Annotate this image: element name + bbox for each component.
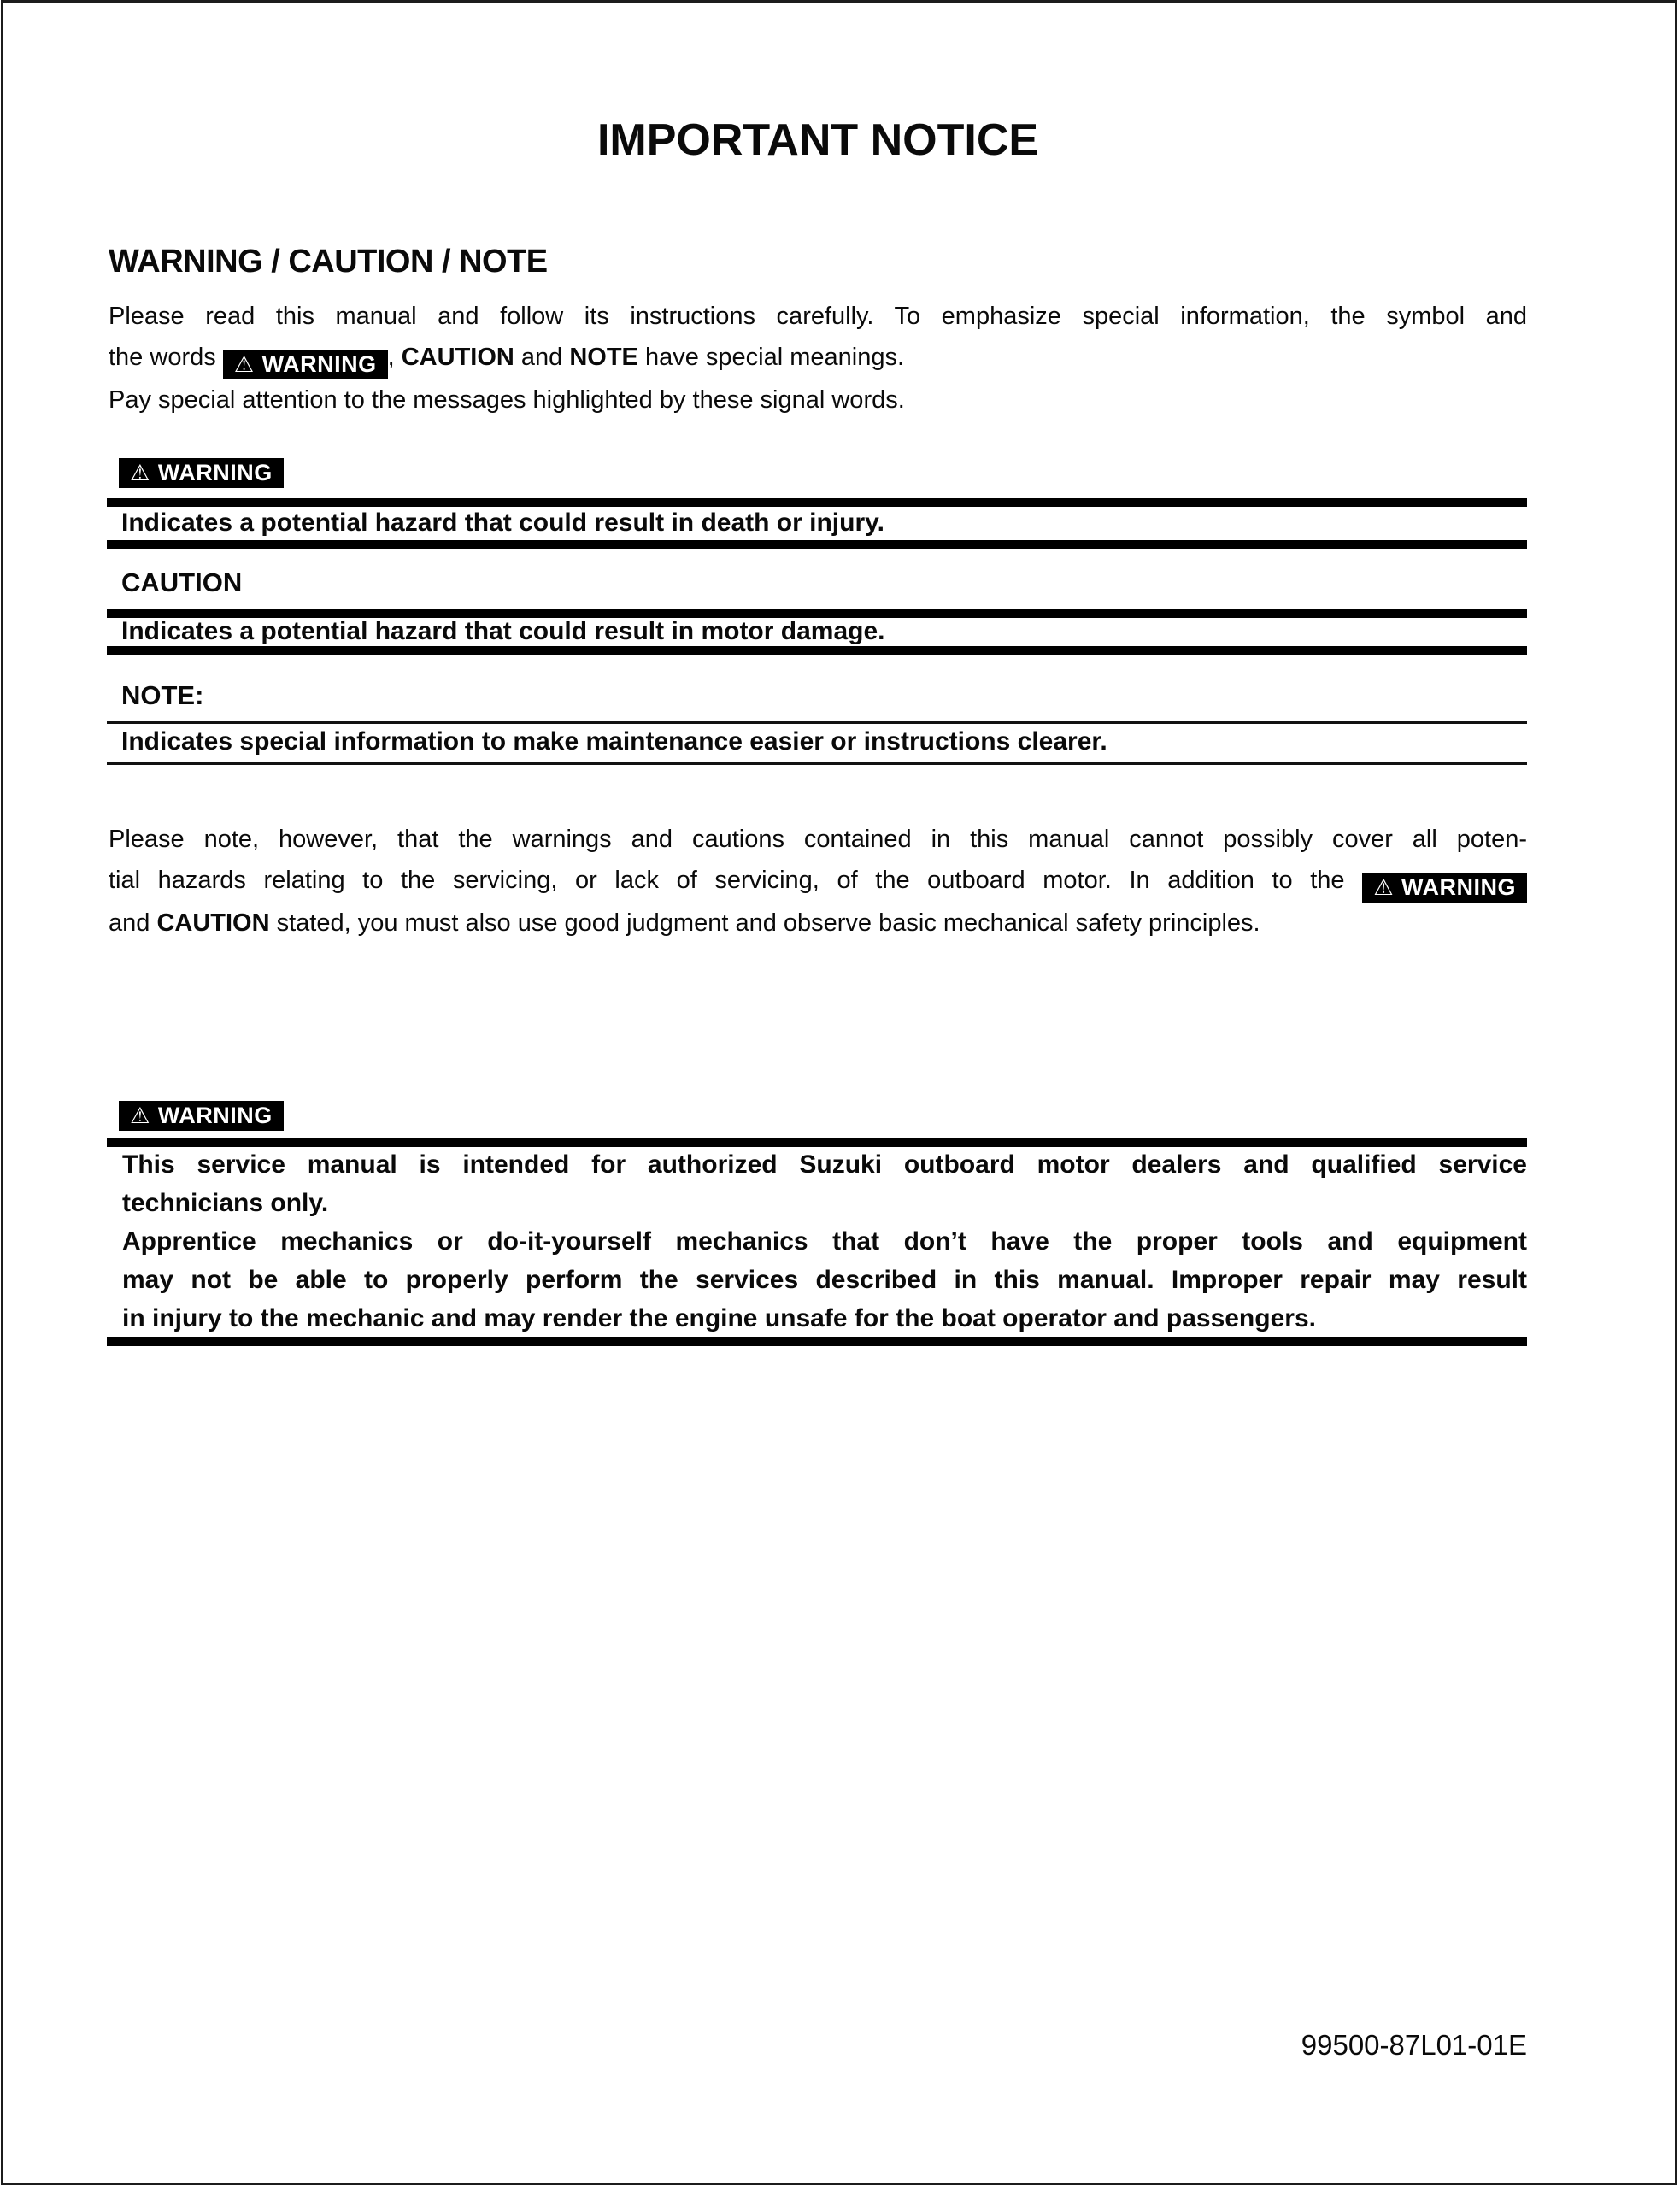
body-line-3-post: stated, you must also use good judgment and observe basic mechanical safety principles. xyxy=(269,909,1260,937)
warning-badge-label: WARNING xyxy=(261,351,377,377)
warning-box-line-2: technicians only. xyxy=(122,1189,329,1217)
body-paragraph xyxy=(109,819,1527,944)
note-rule-text: Indicates special information to make maintenance easier or instructions clearer. xyxy=(121,727,1107,756)
warning-box-line-1: This service manual is intended for authorized Suzuki outboard motor dealers and qualified service xyxy=(122,1150,1527,1179)
intro-note-word: NOTE xyxy=(569,344,638,371)
warning-badge-label: WARNING xyxy=(157,460,273,485)
body-line-2-pre: tial hazards relating to the servicing, or lack of servicing, of the outboard motor. In addition to the xyxy=(109,867,1363,894)
rule-line xyxy=(107,762,1527,765)
warning-box-line-4: may not be able to properly perform the services described in this manual. Improper repair may result xyxy=(122,1266,1527,1294)
warning-triangle-icon: ⚠ xyxy=(130,1103,150,1128)
intro-line-2-comma: , xyxy=(387,344,402,371)
body-line-2 xyxy=(109,860,1527,903)
body-caution-word: CAUTION xyxy=(156,909,270,937)
rule-bar xyxy=(107,646,1527,655)
rule-line xyxy=(107,721,1527,724)
rule-bar xyxy=(107,498,1527,507)
warning-badge-inline xyxy=(223,350,388,379)
caution-heading: CAUTION xyxy=(121,568,243,597)
intro-line-3: Pay special attention to the messages highlighted by these signal words. xyxy=(109,386,905,414)
intro-line-2-and: and xyxy=(514,344,570,371)
intro-caution-word: CAUTION xyxy=(401,344,514,371)
intro-line-2 xyxy=(109,337,1527,379)
warning-badge-inline xyxy=(1362,873,1527,903)
warning-box-line-3: Apprentice mechanics or do-it-yourself mechanics that don’t have the proper tools and equipment xyxy=(122,1227,1527,1256)
caution-rule-text: Indicates a potential hazard that could result in motor damage. xyxy=(121,617,885,645)
section-heading: WARNING / CAUTION / NOTE xyxy=(109,244,548,279)
body-line-3-pre: and xyxy=(109,909,157,937)
warning-triangle-icon: ⚠ xyxy=(1373,874,1394,900)
rule-bar xyxy=(107,540,1527,549)
warning-badge xyxy=(119,458,284,488)
body-line-1: Please note, however, that the warnings and cautions contained in this manual cannot possibly cover all poten- xyxy=(109,826,1527,853)
warning-badge-label: WARNING xyxy=(1401,874,1516,900)
warning-triangle-icon: ⚠ xyxy=(233,351,255,377)
intro-line-1: Please read this manual and follow its instructions carefully. To emphasize special information, the symbol and xyxy=(109,303,1527,330)
warning-triangle-icon: ⚠ xyxy=(130,460,150,485)
page-title: IMPORTANT NOTICE xyxy=(596,115,1039,165)
rule-bar xyxy=(107,1337,1527,1346)
warning-badge xyxy=(119,1101,284,1131)
intro-line-2-pre: the words xyxy=(109,344,223,371)
warning-rule-text: Indicates a potential hazard that could result in death or injury. xyxy=(121,509,884,537)
body-line-3 xyxy=(109,903,1527,944)
intro-line-2-post: have special meanings. xyxy=(637,344,905,371)
part-number: 99500-87L01-01E xyxy=(1301,2029,1527,2061)
note-heading: NOTE: xyxy=(121,680,204,710)
warning-badge-label: WARNING xyxy=(157,1103,273,1128)
intro-paragraph xyxy=(109,296,1527,421)
warning-box-text xyxy=(122,1145,1527,1338)
warning-box-line-5: in injury to the mechanic and may render the engine unsafe for the boat operator and passengers. xyxy=(122,1304,1316,1332)
